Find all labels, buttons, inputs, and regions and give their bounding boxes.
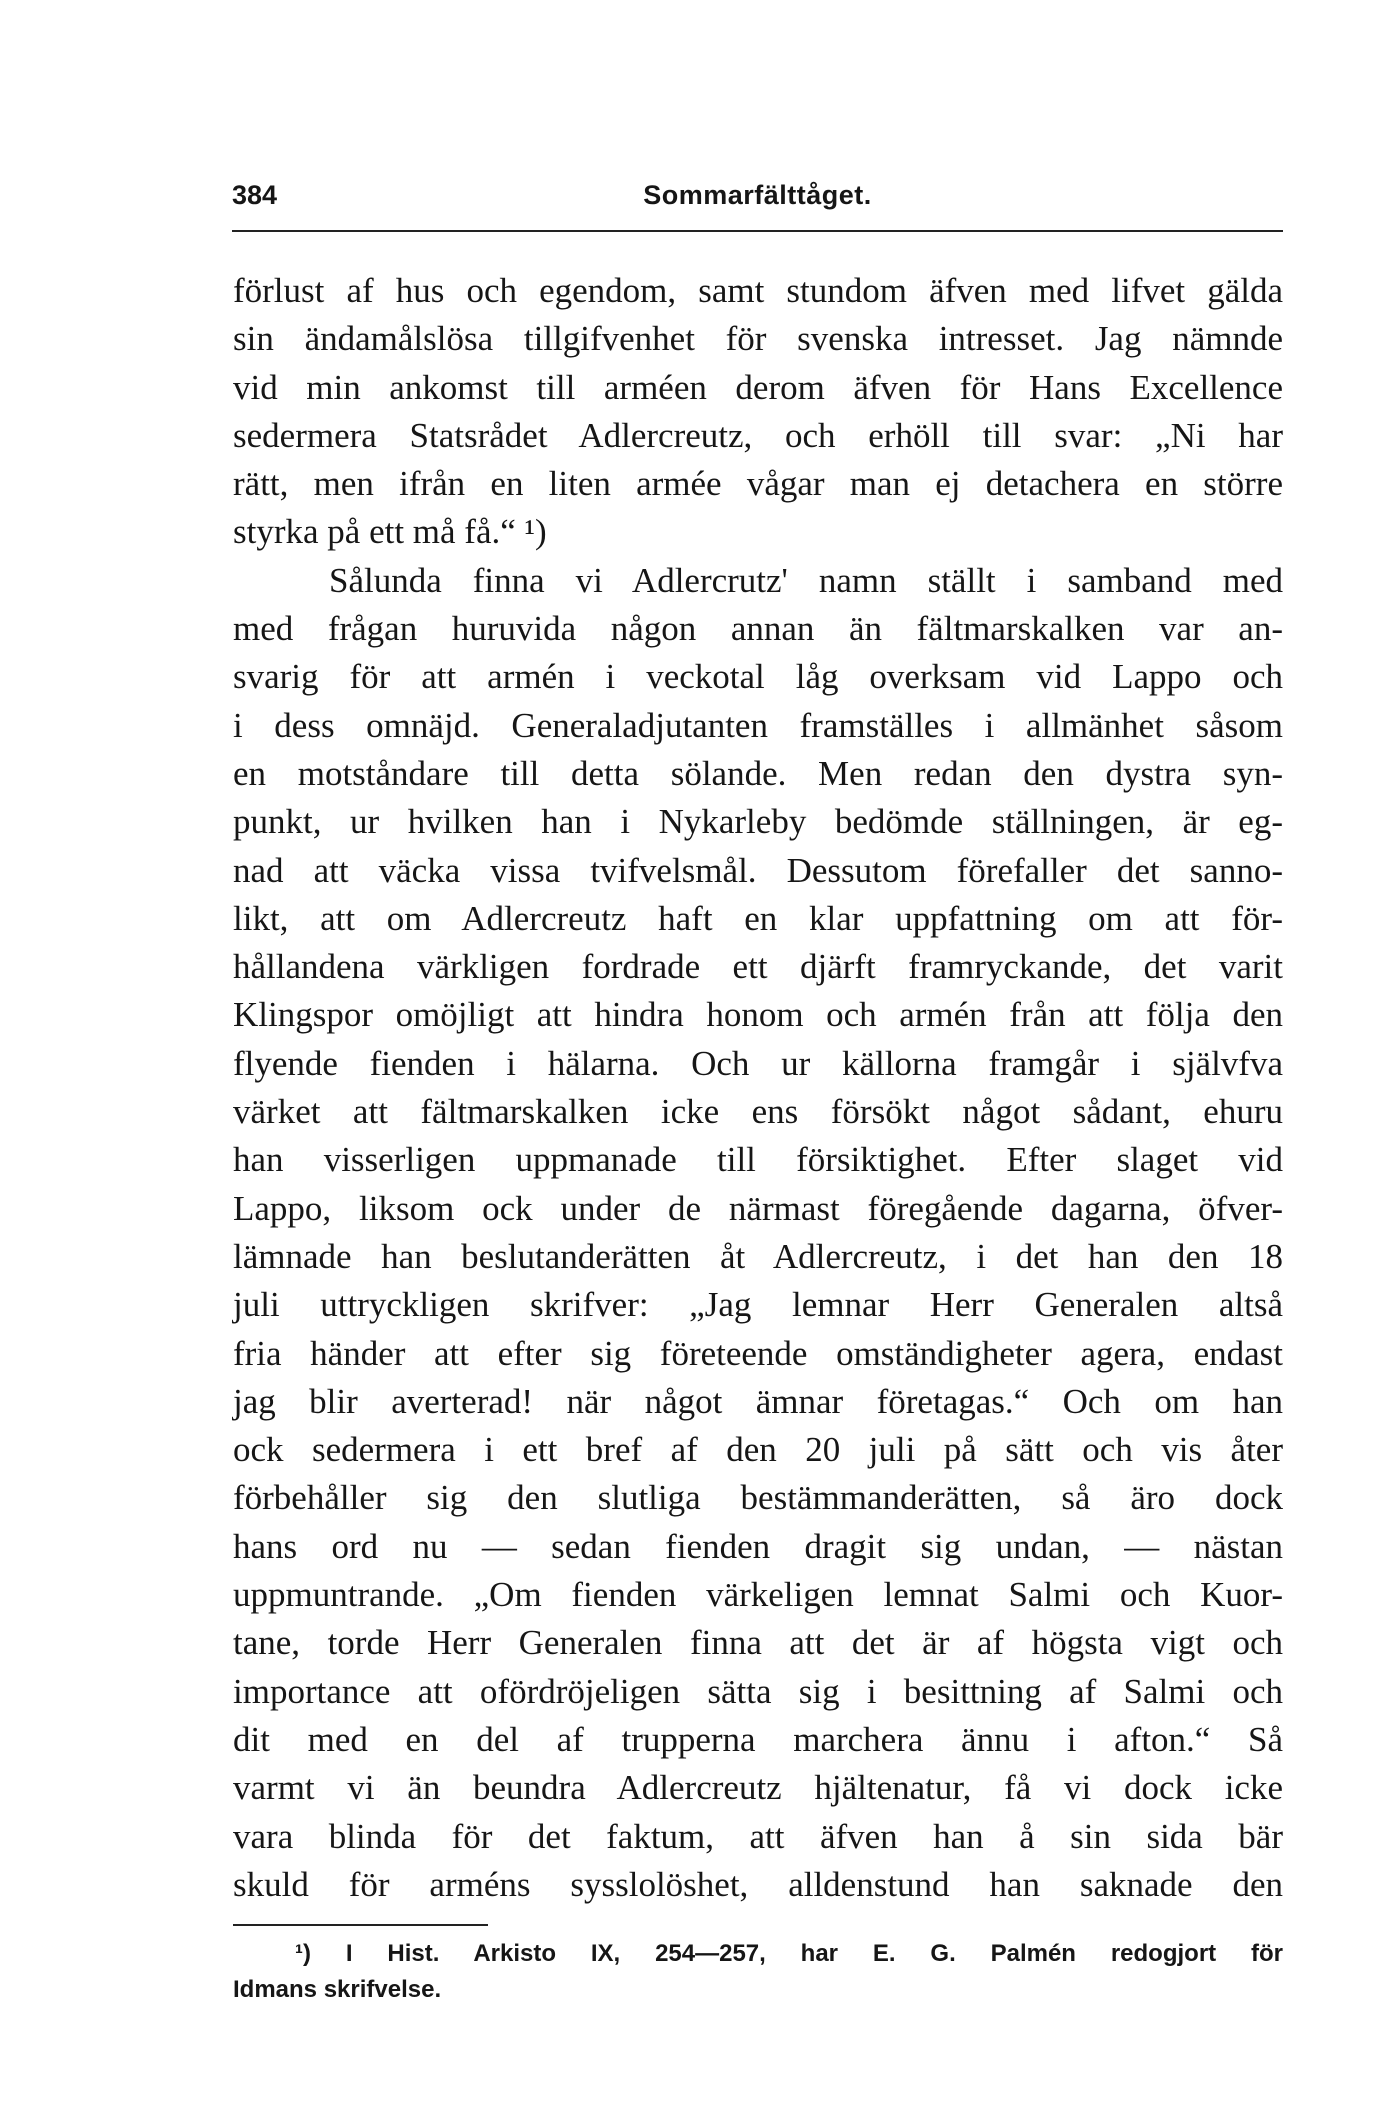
text-line: han visserligen uppmanade till försiktighet. Efter slaget vid <box>233 1140 1283 1180</box>
text-line: förlust af hus och egendom, samt stundom äfven med lifvet gälda <box>233 271 1283 310</box>
footnote-line: Idmans skrifvelse. <box>233 1976 442 2003</box>
text-line: sin ändamålslösa tillgifvenhet för svenska intresset. Jag nämnde <box>233 319 1283 359</box>
running-title: Sommarfälttåget. <box>643 180 872 210</box>
text-line: skuld för arméns sysslolöshet, alldenstund han saknade den <box>233 1864 1283 1904</box>
text-line: flyende fienden i hälarna. Och ur källorna framgår i självfva <box>233 1043 1283 1083</box>
text-line: Sålunda finna vi Adlercrutz' namn ställt i samband med <box>329 560 1283 600</box>
text-line: förbehåller sig den slutliga bestämmanderätten, så äro dock <box>233 1478 1283 1518</box>
text-line: uppmuntrande. „Om fienden värkeligen lemnat Salmi och Kuor- <box>233 1575 1283 1615</box>
page-number: 384 <box>232 180 278 210</box>
text-line: rätt, men ifrån en liten armée vågar man ej detachera en större <box>233 464 1283 504</box>
footnote-line: ¹) I Hist. Arkisto IX, 254—257, har E. G. Palmén redogjort för <box>295 1940 1283 1967</box>
text-line: importance att ofördröjeligen sätta sig i besittning af Salmi och <box>233 1671 1283 1711</box>
text-line: i dess omnäjd. Generaladjutanten framställes i allmänhet såsom <box>233 705 1283 745</box>
text-line: ock sedermera i ett bref af den 20 juli på sätt och vis åter <box>233 1430 1283 1470</box>
text-line: juli uttryckligen skrifver: „Jag lemnar Herr Generalen altså <box>233 1285 1283 1325</box>
text-line: vara blinda för det faktum, att äfven han å sin sida bär <box>233 1816 1283 1856</box>
footnotes <box>233 1924 1283 2008</box>
text-line: värket att fältmarskalken icke ens försökt något sådant, ehuru <box>233 1092 1283 1132</box>
text-line: en motståndare till detta sölande. Men redan den dystra syn- <box>233 753 1283 793</box>
text-line: tane, torde Herr Generalen finna att det är af högsta vigt och <box>233 1623 1283 1663</box>
text-line: jag blir averterad! när något ämnar företagas.“ Och om han <box>233 1381 1283 1421</box>
page-header <box>232 178 1283 232</box>
text-line: styrka på ett må få.“ ¹) <box>233 512 547 552</box>
text-line: likt, att om Adlercreutz haft en klar uppfattning om att för- <box>233 898 1283 938</box>
text-line: svarig för att armén i veckotal låg overksam vid Lappo och <box>233 657 1283 697</box>
text-line: lämnade han beslutanderätten åt Adlercreutz, i det han den 18 <box>233 1236 1283 1276</box>
text-line: Lappo, liksom ock under de närmast föregående dagarna, öfver- <box>233 1188 1283 1228</box>
text-line: nad att väcka vissa tvifvelsmål. Dessutom förefaller det sanno- <box>233 850 1283 890</box>
text-line: dit med en del af trupperna marchera ännu i afton.“ Så <box>233 1719 1283 1759</box>
text-line: sedermera Statsrådet Adlercreutz, och erhöll till svar: „Ni har <box>233 415 1283 455</box>
text-line: Klingspor omöjligt att hindra honom och armén från att följa den <box>233 995 1283 1035</box>
text-line: vid min ankomst till arméen derom äfven för Hans Excellence <box>233 367 1283 407</box>
text-line: hållandena värkligen fordrade ett djärft framryckande, det varit <box>233 947 1283 987</box>
text-line: med frågan huruvida någon annan än fältmarskalken var an- <box>233 609 1283 649</box>
text-line: varmt vi än beundra Adlercreutz hjältenatur, få vi dock icke <box>233 1768 1283 1808</box>
text-line: hans ord nu — sedan fienden dragit sig undan, — nästan <box>233 1526 1283 1566</box>
footnote-divider <box>233 1924 488 1926</box>
body-text <box>233 267 1283 1909</box>
text-line: fria händer att efter sig företeende omständigheter agera, endast <box>233 1333 1283 1373</box>
text-line: punkt, ur hvilken han i Nykarleby bedömde ställningen, är eg- <box>233 802 1283 842</box>
